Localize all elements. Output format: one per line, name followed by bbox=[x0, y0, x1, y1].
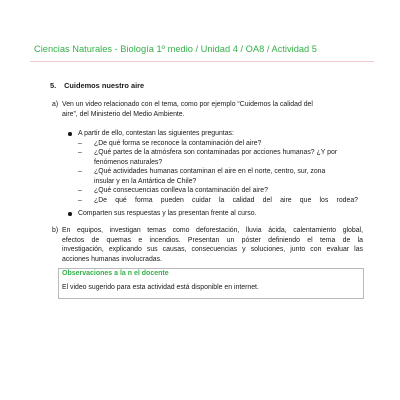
section-title bbox=[50, 81, 144, 90]
observations-title: Observaciones a la n el docente bbox=[62, 270, 169, 277]
question-item: – ¿Qué partes de la atmósfera son contaminadas por acciones humanas? ¿Y por bbox=[78, 149, 338, 156]
item-a-line: aire”, del Ministerio del Medio Ambiente. bbox=[62, 110, 185, 118]
header-divider bbox=[30, 61, 374, 62]
page-header-title: Ciencias Naturales - Biología 1º medio / Unidad 4 / OA8 / Actividad 5 bbox=[34, 44, 317, 54]
question-item-continued: fenómenos naturales? bbox=[94, 158, 163, 166]
question-item: – ¿Qué consecuencias conlleva la contaminación del aire? bbox=[78, 187, 268, 194]
item-b-label: b) bbox=[52, 227, 59, 234]
question-item-continued: insular y en la Antártica de Chile? bbox=[94, 177, 197, 185]
bullet-text: Comparten sus respuestas y las presentan frente al curso. bbox=[78, 210, 257, 217]
question-item: – ¿Qué actividades humanas contaminan el aire en el norte, centro, sur, zona bbox=[78, 168, 326, 175]
item-a-line: Ven un video relacionado con el tema, como por ejemplo “Cuidemos la calidad del bbox=[62, 101, 313, 108]
question-item: – ¿De qué forma se reconoce la contaminación del aire? bbox=[78, 139, 262, 147]
questions-list bbox=[68, 139, 358, 206]
bullet-icon bbox=[68, 132, 72, 136]
item-a bbox=[52, 100, 360, 119]
item-b-line: acciones humanas involucradas. bbox=[62, 255, 162, 263]
item-b-line: investigación, explicando sus causas, consecuencias y soluciones, junto con evaluar las bbox=[62, 246, 363, 253]
observations-box bbox=[58, 268, 364, 299]
bullet-text: A partir de ello, contestan las siguientes preguntas: bbox=[78, 130, 234, 137]
bullet-icon bbox=[68, 212, 72, 216]
item-b-line: En equipos, investigan temas como deforestación, lluvia ácida, calentamiento global, bbox=[62, 227, 363, 234]
section-title-text: Cuidemos nuestro aire bbox=[64, 81, 145, 90]
item-b-line: efectos de quemas e incendios. Presentan un póster definiendo el tema de la bbox=[62, 236, 363, 244]
question-item: – ¿De qué forma pueden cuidar la calidad del aire que los rodea? bbox=[78, 196, 358, 204]
item-b bbox=[52, 226, 363, 264]
section-number: 5. bbox=[50, 81, 57, 90]
item-a-label: a) bbox=[52, 101, 59, 108]
share-bullet bbox=[68, 209, 358, 219]
questions-bullet bbox=[68, 129, 358, 205]
observations-text: El video sugerido para esta actividad está disponible en internet. bbox=[62, 284, 259, 291]
